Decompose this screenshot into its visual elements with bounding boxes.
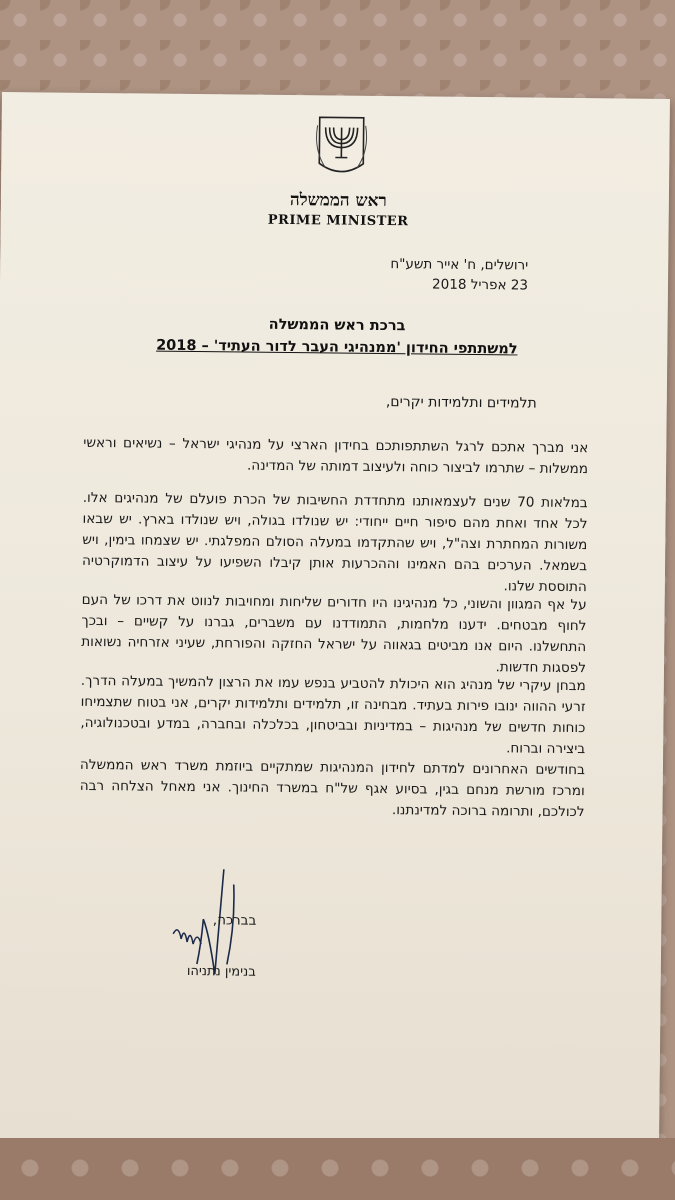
paragraph-2: במלאות 70 שנים לעצמאותנו מתחדדת החשיבות של הכרת פועלם של מנהיגים אלו. לכל אחד ואחת מהם סיפור חיים ייחודי: יש שנולדו בגולה, ויש שנולדו בארץ. יש שבאו משורות המחתרת וצה"ל, ויש שהתקדמו במעלה הסולם המפלגתי. יש שצמחו בימין, ויש בשמאל. הערכים בהם האמינו וההכרעות אותן קיבלו השפיעו על עיצוב הדמוקרטיה התוססת שלנו.	[82, 489, 588, 596]
date-line-gregorian: 23 אפריל 2018	[432, 276, 529, 294]
letterhead-office-hebrew: ראש הממשלה	[289, 190, 387, 212]
menorah-emblem-icon	[311, 113, 372, 184]
date-line-hebrew: ירושלים, ח' אייר תשע"ח	[390, 256, 529, 274]
greeting: תלמידים ותלמידות יקרים,	[385, 394, 537, 412]
table-background-bottom	[0, 1138, 675, 1200]
paragraph-1: אני מברך אתכם לרגל השתתפותכם בחידון הארצי על מנהיגי ישראל – נשיאים וראשי ממשלות – שתרמו לביצור כוחה ולעיצוב דמותה של המדינה.	[83, 434, 589, 478]
letter-title: ברכת ראש הממשלה	[268, 316, 406, 335]
closing-blessing: בברכה,	[212, 912, 257, 929]
signer-name: בנימין נתניהו	[186, 963, 256, 980]
paragraph-5: בחודשים האחרונים למדתם לחידון המנהיגות שמתקיים ביוזמת משרד ראש הממשלה ומרכז מורשת מנחם בגין, בסיוע אגף של"ח במשרד החינוך. אני מאחל הצלחה רבה לכולכם, ותרומה ברוכה למדינתנו.	[79, 756, 586, 821]
paragraph-3: על אף המגוון והשוני, כל מנהיגינו היו חדורים שליחות ומחויבות לנווט את דרכו של העם לחוף מבטחים. ידענו מלחמות, התמודדנו עם משברים, גברנו על קשיים – ובכך התחשלנו. היום אנו מביטים בגאווה על ישראל החזקה והפורחת, שעיני אזרחיה נשואות לפסגות חדשות.	[81, 591, 587, 677]
letter-subtitle: למשתתפי החידון 'ממנהיגי העבר לדור העתיד' – 2018	[156, 337, 518, 358]
letter-page	[0, 92, 670, 1149]
paragraph-4: מבחן עיקרי של מנהיג הוא היכולת להטביע בנפש עמו את הרצון להמשיך במעלה הדרך. זרעי ההווה ינובו פירות בעתיד. מבחינה זו, תלמידים ותלמידות יקרים, אני בטוח שתצמיחו כוחות חדשים של מנהיגות – במדיניות ובביטחון, בכלכלה ובחברה, במדע ובטכנולוגיה, ביצירה וברוח.	[80, 672, 586, 758]
letterhead-office-english: PRIME MINISTER	[267, 212, 409, 230]
